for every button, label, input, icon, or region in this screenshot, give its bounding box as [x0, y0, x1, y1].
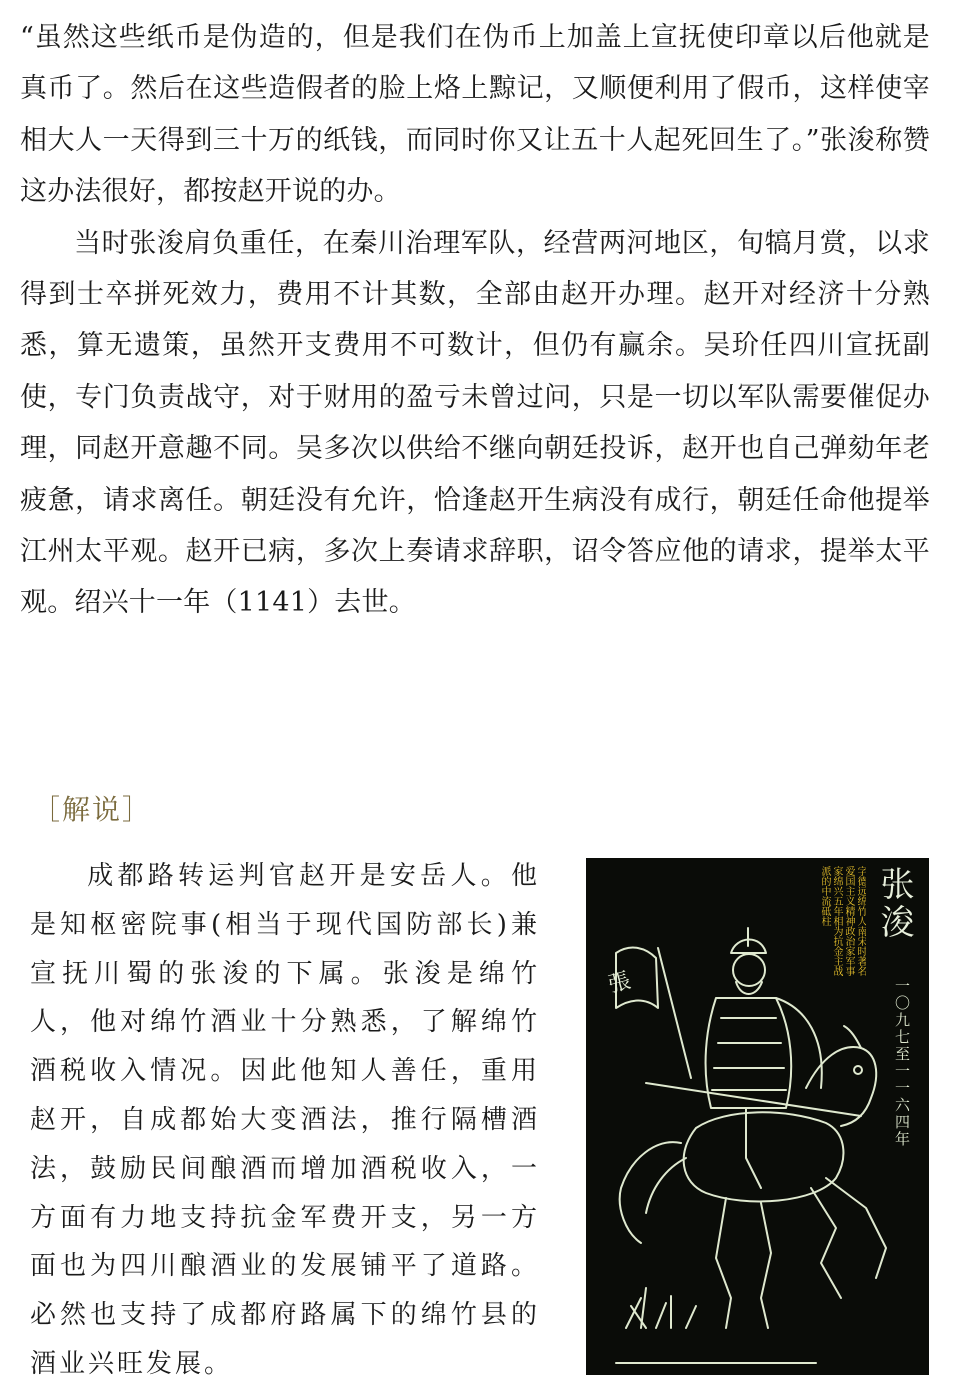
flag-character: 張	[605, 968, 634, 999]
portrait-illustration	[586, 858, 929, 1375]
commentary-text	[30, 852, 540, 1389]
portrait-name: 张浚	[874, 866, 914, 942]
portrait-caption: 字德远绵竹人南宋时著名爱国主义精神政治家军事家绵兴五年相为抗金主战派的中流砥柱	[819, 866, 866, 976]
portrait-dates: 一〇九七至一一六四年	[893, 978, 911, 1148]
section-label-commentary: ［解说］	[32, 793, 153, 826]
paragraph-1: “虽然这些纸币是伪造的，但是我们在伪币上加盖上宣抚使印章以后他就是真币了。然后在这些造假者的脸上烙上黥记，又顺便利用了假币，这样使宰相大人一天得到三十万的纸钱，而同时你又让五十人起死回生了。”张浚称赞这办法很好，都按赵开说的办。	[20, 22, 930, 208]
main-text	[20, 12, 930, 629]
paragraph-2: 当时张浚肩负重任，在秦川治理军队，经营两河地区，旬犒月赏，以求得到士卒拼死效力，费用不计其数，全部由赵开办理。赵开对经济十分熟悉，算无遗策，虽然开支费用不可数计，但仍有赢余。吴玠任四川宣抚副使，专门负责战守，对于财用的盈亏未曾过问，只是一切以军队需要催促办理，同赵开意趣不同。吴多次以供给不继向朝廷投诉，赵开也自己弹劾年老疲惫，请求离任。朝廷没有允许，恰逢赵开生病没有成行，朝廷任命他提举江州太平观。赵开已病，多次上奏请求辞职，诏令答应他的请求，提举太平观。绍兴十一年（1141）去世。	[20, 227, 930, 619]
commentary-paragraph: 成都路转运判官赵开是安岳人。他是知枢密院事(相当于现代国防部长)兼宣抚川蜀的张浚的下属。张浚是绵竹人，他对绵竹酒业十分熟悉，了解绵竹酒税收入情况。因此他知人善任，重用赵开，自成都始大变酒法，推行隔槽酒法，鼓励民间酿酒而增加酒税收入，一方面有力地支持抗金军费开支，另一方面也为四川酿酒业的发展铺平了道路。必然也支持了成都府路属下的绵竹县的酒业兴旺发展。	[30, 861, 540, 1379]
